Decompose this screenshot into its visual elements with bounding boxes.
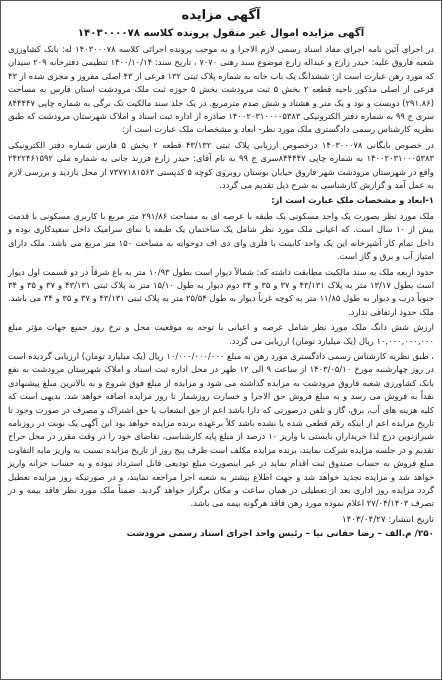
notice-paragraph-specs-heading: ۱-ابعاد و مشخصات ملک عبارت است از:	[271, 195, 434, 206]
notice-paragraph-property-description: ملک مورد نظر بصورت یک واحد مسکونی یک طبقه با عرصه ای به مساحت ۲۹۱/۸۶ متر مربع با کاربری مسکونی با قدمت بیش از ۱۰ سال است. که اعیانی ملک مورد نظر شامل یک ساختمان یک طبقه با نمای سرامیک داخل سفیدکاری بوده و داخل تمام کار آشپزخانه این یک واحد کابینت با فلزی وای دی اف دوخوابه به مساحت ۱۵۰ متر مربع می باشد. ملک دارای امتیاز آب و برق و گاز است.	[8, 210, 434, 262]
notice-subtitle: آگهی مزایده اموال غیر منقول پرونده کلاسه ۱۴۰۳۰۰۰۰۷۸	[77, 28, 365, 39]
notice-paragraph-valuation: ارزش شش دانگ ملک مورد نظر شامل عرصه و اعیانی با توجه به موقعیت محل و نرخ روز جمیع جهات مؤثر مبلغ ۱۰,۰۰۰,۰۰۰,۰۰۰ ریال (یک میلیارد تومان) ارزیابی می گردد.	[8, 322, 434, 346]
signature-line: ۲۵۰/ م.الف – رضا حقانی نیا – رئیس واحد اجرای اسناد رسمی مرودشت	[126, 528, 434, 539]
publication-date: تاریخ انتشار: ۱۴۰۳/۰۴/۲۷	[341, 514, 434, 525]
notice-title: آگهی مزایده	[181, 8, 261, 23]
notice-paragraph-boundaries: حدود اربعه ملک به سند مالکیت مطابقت داشته که: شمالاً دیوار است بطول ۱۰/۹۳ متر به باغ شرقاً در دو قسمت اول دیوار است بطول ۱۳/۱۷ متر به پلاک ۴۳/۱۳۱ و ۳۷ و ۳۵ و ۳۴ دوم دیوار به طول ۱۵/۱۰ متر به پلاک ثبتی ۴۳/۱۳۱ و ۳۷ و ۳۵ و ۳۴ جنوباً درب و دیوار به طول ۱۱/۸۵ متر به کوچه غرباً دیوار به طول ۲۵/۵۴ متر به پلاک ثبتی ۴۳/۱۳۱ و ۳۷ و ۳۵ و ۳۴ می باشد. ملک حدود ارتفاقی ندارد.	[8, 266, 435, 317]
notice-paragraph-intro: در اجرای آئین نامه اجرای مفاد اسناد رسمی لازم الاجرا و به موجب پرونده اجرائی کلاسه ۱۴۰۳۰۰۰۷۸ له: بانک کشاورزی شعبه فاروق علیه: حیدر زارع و عبداله زارع موضوع سند رهنی ۷۰۷۰ ، تاریخ سند: ۱۴۰۰/۱۰/۱۴ تنظیمی دفترخانه ۲۰۹ سیدان که مورد رهن عبارت است از: ششدانگ یک باب خانه به شماره پلاک ثبتی ۱۳۲ فرعی از ۴۳ اصلی مفروز و مجزی شده از ۴۳ فرعی از اصلی مذکور ناحیه قطعه ۲ بخش ۵ ثبت مرودشت بخش ۵ حوزه ثبت ملک مرودشت استان فارس به مساحت (۲۹۱.۸۶) دویست و نود و یک متر و هشتاد و شش صدم مترمربع. در یک جلد سند مالکیت تک برگی به شماره چاپی ۸۴۴۴۴۷ سری ج ۹۹ به شماره دفتر الکترونیکی ۱۴۰۰۲۰۳۱۰۰۰۰۵۳۸۳ صادره از اداره ثبت اسناد و املاک شهرستان مرودشت که طبق نظریه کارشناس رسمی دادگستری ملک مورد نظر- ابعاد و مشخصات ملک عبارت است از:	[8, 44, 434, 135]
notice-paragraph-auction-terms: ، طبق نظریه کارشناس رسمی دادگستری مورد رهن به مبلغ ۱۰/۰۰۰/۰۰۰/۰۰۰ ریال (یک میلیارد تومان) ارزیابی گردیده است در روز چهارشنبه مورخ ۱۴۰۳/۰۵/۱۰ از ساعت ۹ الی ۱۲ ظهر در محل اداره ثبت اسناد و املاک شهرستان مرودشت به نفع بانک کشاورزی شعبه فاروق مرودشت به مزایده گذاشته می شود و مزایده از مبلغ فوق شروع و به بالاترین مبلغ پیشنهادی نقداً به فروش می رسد و به مبلغ فروش حق الاجرا و خسارت روزشمار تا روز مزایده اضافه خواهد شد. بدیهی است که کلیه هزینه های آب، برق، گاز و تلفن درصورتی که دارا باشد اعم از حق انشعاب یا حق اشتراک و مصرف در صورت وجود تا تاریخ مزایده اعم از اینکه رقم قطعی شده یا نشده باشد کلاً برعهده برنده مزایده خواهد بود این آگهی یک نوبت در روزنامه شیرازنوین درج لذا خریداران بایستی با واریز ۱۰ درصد از مبلغ پایه کارشناسی، تقاضای خود را در وقت مقرر در محل حراج تقدیم و در جلسه مزایده شرکت نمایند، برنده مزایده مکلف است ظرف پنج روز از تاریخ مزایده نسبت به واریز مابه التفاوت مبلغ فروش به حساب صندوق ثبت اقدام نماید در غیر اینصورت مبلغ تودیعی قابل استرداد نبوده و به حساب خزانه واریز خواهد شد و مزایده تجدید خواهد شد و جهت اطلاع بیشتر به شعبه اجرا مراجعه نمایند، و در صورتیکه روز مزایده تعطیل گردد مزایده روز اداری بعد از تعطیلی در همان ساعت و مکان برگزار خواهد گردید. ضمناً ملک مورد نظر فاقد بیمه و در تصرف ۲۷/۰۴/۱۴۰۳ اعلام نموده مورد رهن فاقد هرگونه بیمه می باشد.	[8, 350, 435, 509]
notice-paragraph-appraisal: در خصوص بایگانی ۱۴۰۳۰۰۰۷۸ درخصوص ارزیابی پلاک ثبتی ۴۳/۱۳۲ قطعه ۲ بخش ۵ فارس شماره دفتر الکترونیکی ۱۴۰۰۲۰۳۱۰۰۰۵۳۸۳ به شماره چاپی ۸۴۴۴۴۷سری ج ۹۹ به نام آقای: حیدر زارع فرزند جانی به شماره ملی ۲۴۲۲۴۶۱۵۹۲ واقع در شهرستان مرودشت شهر فاروق خیابان بوستان روبروی کوچه ۵ کدپستی ۷۳۷۷۱۸۱۵۶۳ از محل بازدید و بررسی لازم به عمل آمد و گزارش کارشناسی به شرح ذیل تقدیم می گردد.	[8, 139, 434, 191]
